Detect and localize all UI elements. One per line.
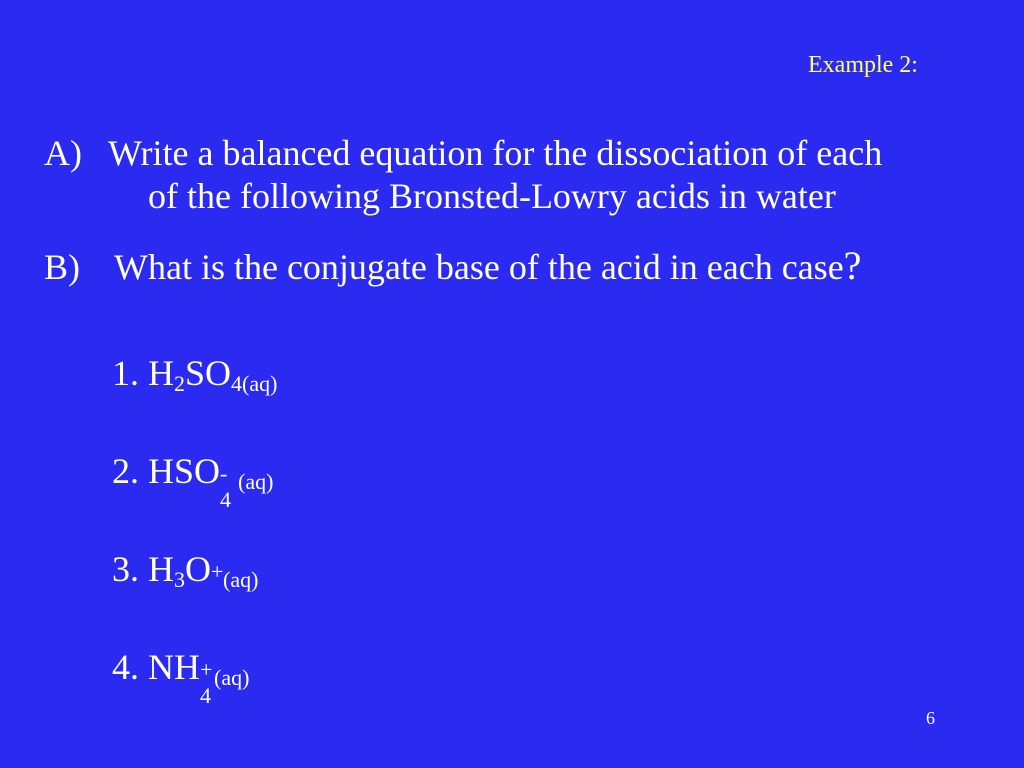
- formula-subscript: (aq): [214, 665, 250, 690]
- page-number: 6: [926, 708, 935, 728]
- question-a: [44, 132, 984, 218]
- question-b-prefix: B): [44, 247, 80, 287]
- formula-superscript: +: [211, 559, 224, 584]
- formula-subscript: (aq): [223, 567, 259, 592]
- question-b-text: What is the conjugate base of the acid in each case: [114, 247, 844, 287]
- formula-charge-stack: [200, 657, 213, 708]
- formula-subscript: (aq): [238, 469, 274, 494]
- formula-subscript: 2: [174, 371, 185, 396]
- item-number: 1.: [112, 353, 139, 393]
- formula-subscript: 4: [200, 683, 211, 708]
- acid-item-1: [112, 352, 277, 395]
- question-b-question-mark: ?: [843, 243, 862, 288]
- formula-superscript: +: [200, 657, 213, 682]
- acid-item-3: [112, 548, 258, 591]
- question-b: [44, 244, 984, 289]
- item-number: 2.: [112, 451, 139, 491]
- formula-charge-stack: [211, 559, 224, 584]
- formula-text: SO: [185, 353, 232, 393]
- example-label: Example 2:: [808, 52, 918, 78]
- acid-item-4: [112, 646, 250, 708]
- formula-subscript: 3: [174, 567, 185, 592]
- formula-charge-stack: [220, 461, 232, 512]
- formula-superscript: -: [220, 461, 228, 486]
- formula-subscript: 4(aq): [231, 371, 278, 396]
- formula-text: HSO: [148, 451, 221, 491]
- question-a-prefix: A): [44, 133, 82, 173]
- formula-text: H: [148, 353, 174, 393]
- acid-item-2: [112, 450, 274, 512]
- formula-text: H: [148, 549, 174, 589]
- formula-text: O: [185, 549, 211, 589]
- question-a-line2: of the following Bronsted-Lowry acids in water: [148, 176, 836, 216]
- formula-subscript: 4: [220, 487, 232, 512]
- formula-text: NH: [148, 647, 200, 687]
- item-number: 4.: [112, 647, 139, 687]
- item-number: 3.: [112, 549, 139, 589]
- question-a-line1: Write a balanced equation for the dissociation of each: [108, 133, 883, 173]
